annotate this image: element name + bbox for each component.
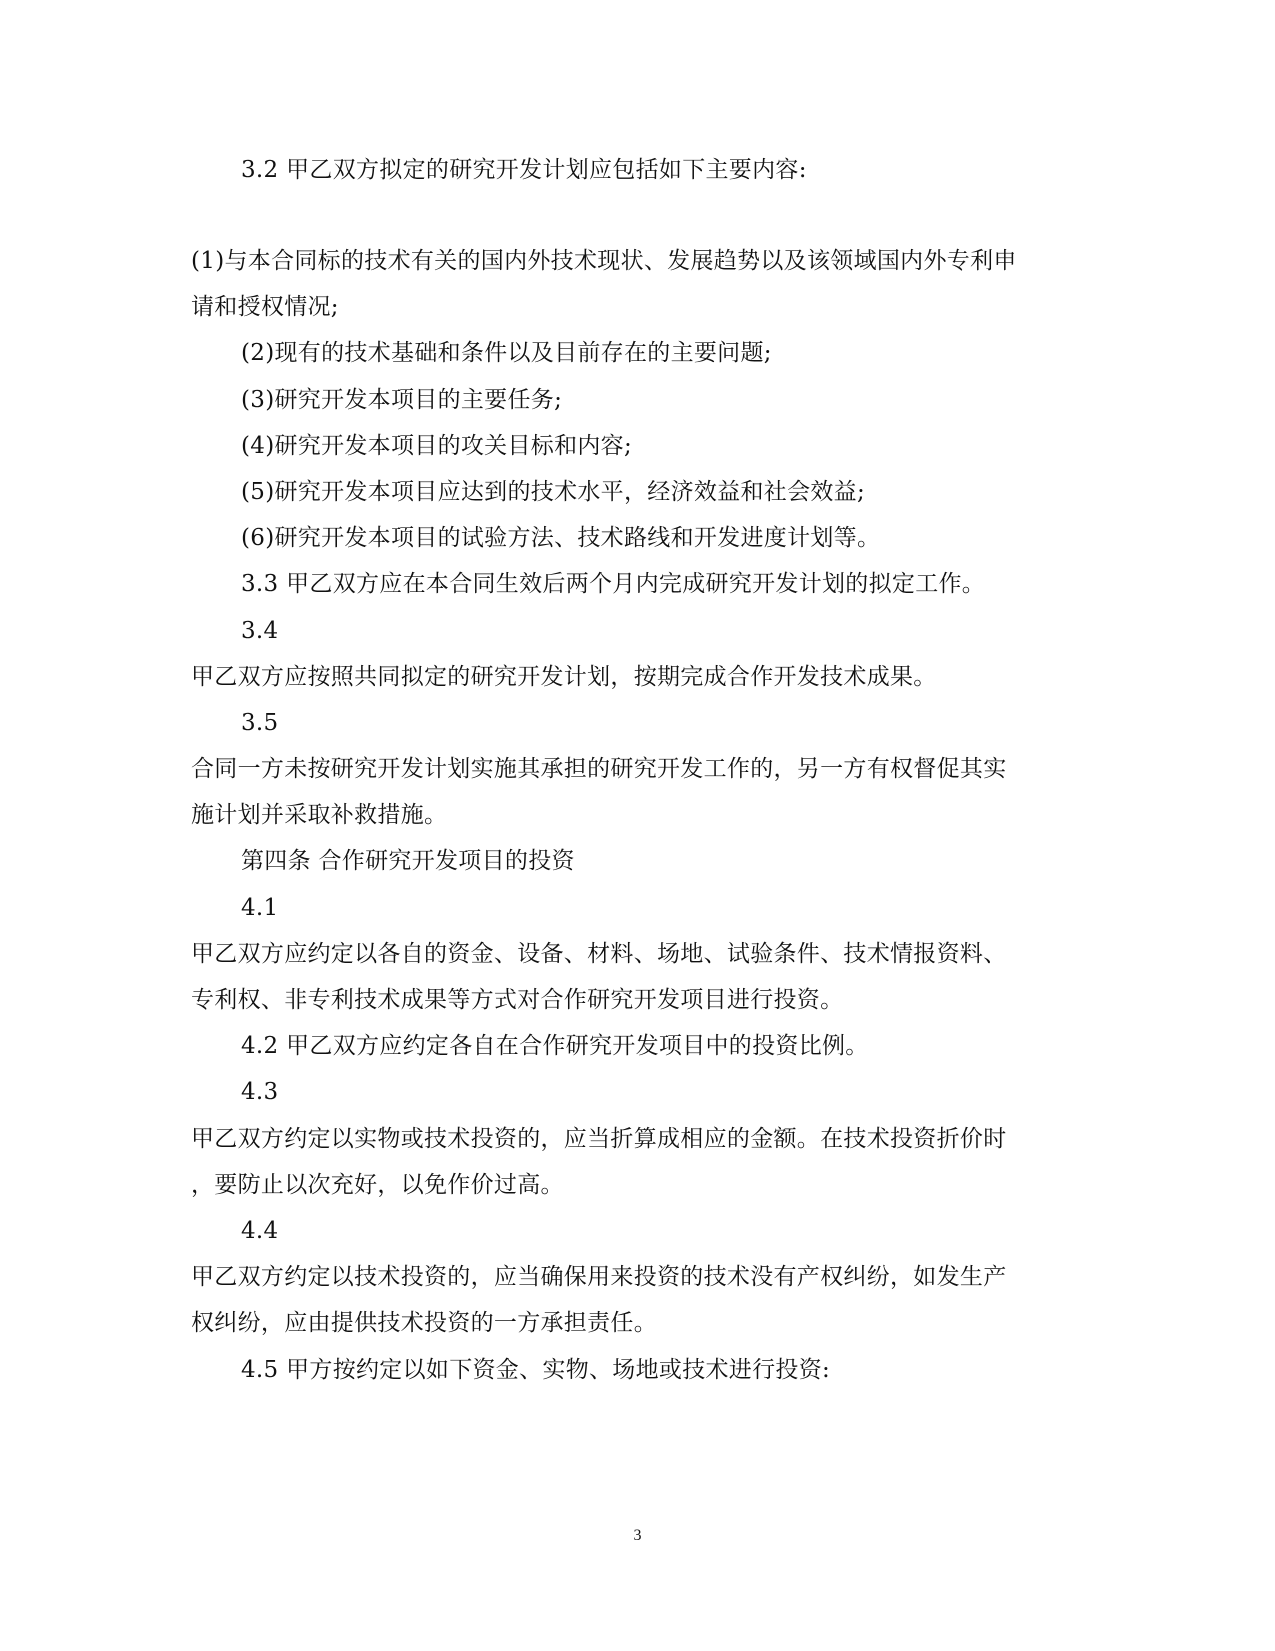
- clause-4-5: 4.5 甲方按约定以如下资金、实物、场地或技术进行投资:: [241, 1357, 831, 1383]
- article-4-heading: 第四条 合作研究开发项目的投资: [241, 848, 575, 874]
- plan-item-5: (5)研究开发本项目应达到的技术水平，经济效益和社会效益;: [241, 479, 866, 505]
- clause-3-4-text: 甲乙双方应按照共同拟定的研究开发计划，按期完成合作开发技术成果。: [191, 664, 937, 690]
- plan-item-4: (4)研究开发本项目的攻关目标和内容;: [241, 433, 633, 459]
- clause-3-5-number: 3.5: [241, 710, 279, 736]
- page-number: 3: [633, 1527, 642, 1544]
- clause-4-3-number: 4.3: [241, 1079, 279, 1105]
- plan-item-1: (1)与本合同标的技术有关的国内外技术现状、发展趋势以及该领域国内外专利申: [191, 248, 1017, 274]
- clause-3-3: 3.3 甲乙双方应在本合同生效后两个月内完成研究开发计划的拟定工作。: [241, 571, 986, 597]
- plan-item-3: (3)研究开发本项目的主要任务;: [241, 387, 563, 413]
- clause-4-1-text-continued: 专利权、非专利技术成果等方式对合作研究开发项目进行投资。: [191, 987, 844, 1013]
- plan-item-1-continued: 请和授权情况;: [191, 294, 339, 320]
- clause-4-2: 4.2 甲乙双方应约定各自在合作研究开发项目中的投资比例。: [241, 1033, 869, 1059]
- clause-3-4-number: 3.4: [241, 618, 279, 644]
- clause-3-5-text: 合同一方未按研究开发计划实施其承担的研究开发工作的，另一方有权督促其实: [191, 756, 1007, 782]
- clause-4-1-text: 甲乙双方应约定以各自的资金、设备、材料、场地、试验条件、技术情报资料、: [191, 941, 1007, 967]
- clause-3-5-text-continued: 施计划并采取补救措施。: [191, 802, 448, 828]
- clause-4-4-text-continued: 权纠纷，应由提供技术投资的一方承担责任。: [191, 1310, 657, 1336]
- clause-4-3-text: 甲乙双方约定以实物或技术投资的，应当折算成相应的金额。在技术投资折价时: [191, 1126, 1007, 1152]
- clause-4-4-number: 4.4: [241, 1218, 279, 1244]
- clause-4-4-text: 甲乙双方约定以技术投资的，应当确保用来投资的技术没有产权纠纷，如发生产: [191, 1264, 1007, 1290]
- plan-item-2: (2)现有的技术基础和条件以及目前存在的主要问题;: [241, 340, 772, 366]
- clause-3-2: 3.2 甲乙双方拟定的研究开发计划应包括如下主要内容:: [241, 157, 807, 183]
- clause-4-3-text-continued: ，要防止以次充好，以免作价过高。: [191, 1172, 564, 1198]
- plan-item-6: (6)研究开发本项目的试验方法、技术路线和开发进度计划等。: [241, 525, 881, 551]
- clause-4-1-number: 4.1: [241, 895, 279, 921]
